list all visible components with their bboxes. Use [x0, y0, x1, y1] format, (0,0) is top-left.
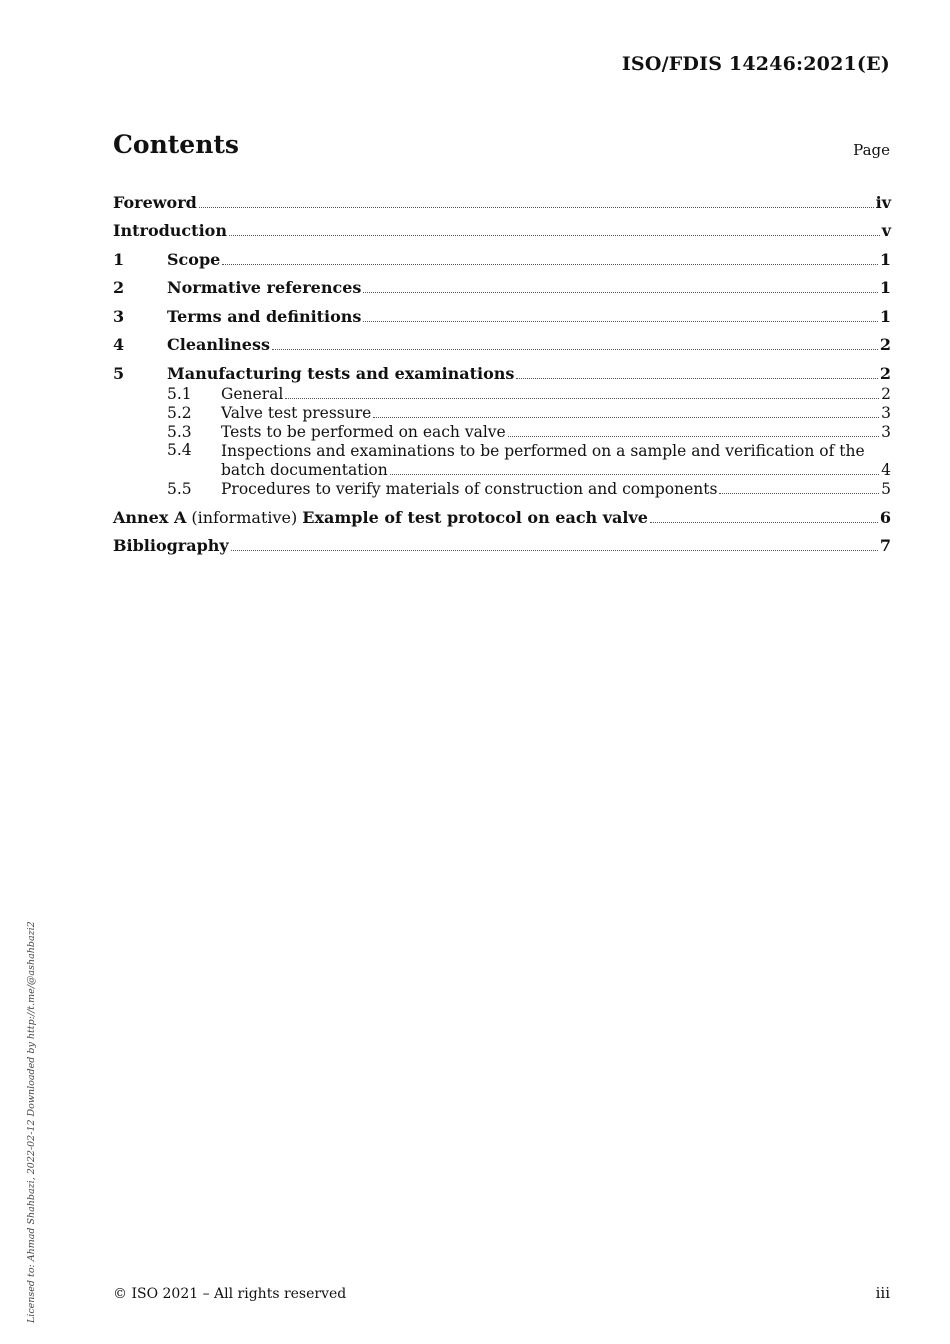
dot-leader — [363, 321, 877, 322]
dot-leader — [272, 349, 878, 350]
toc-title: Bibliography — [113, 536, 229, 556]
toc-page: v — [881, 221, 891, 240]
license-watermark: Licensed to: Ahmad Shahbazi, 2022-02-12 Downloaded by http://t.me/@ashahbazi2 — [26, 921, 37, 1323]
copyright-notice: © ISO 2021 – All rights reserved — [113, 1286, 347, 1302]
toc-entry-introduction[interactable] — [113, 212, 891, 241]
toc-page: 6 — [879, 507, 891, 527]
toc-page: 2 — [881, 384, 891, 403]
toc-number: 5.3 — [167, 422, 192, 441]
dot-leader — [199, 207, 874, 208]
toc-title: Introduction — [113, 221, 227, 240]
toc-entry-annex-a[interactable] — [113, 498, 891, 527]
dot-leader — [650, 522, 878, 523]
toc-title: Scope — [167, 249, 221, 269]
dot-leader — [229, 235, 880, 236]
dot-leader — [231, 550, 878, 551]
page-column-label: Page — [853, 141, 890, 159]
dot-leader — [516, 378, 877, 379]
toc-title: Example of test protocol on each valve — [302, 507, 648, 527]
toc-page: iv — [875, 192, 891, 212]
dot-leader — [285, 398, 879, 399]
toc-number: 5.2 — [167, 403, 192, 422]
toc-title: Terms and definitions — [167, 306, 362, 326]
toc-page: 3 — [881, 403, 891, 422]
dot-leader — [508, 436, 879, 437]
toc-title: General — [221, 384, 284, 403]
toc-page: 1 — [879, 278, 891, 297]
toc-title: Tests to be performed on each valve — [221, 422, 506, 441]
toc-entry-subclause-5-4[interactable] — [113, 441, 891, 479]
toc-number: 3 — [113, 306, 125, 326]
toc-title: Procedures to verify materials of construction and components — [221, 480, 718, 499]
toc-entry-bibliography[interactable] — [113, 527, 891, 556]
toc-number: 5.4 — [167, 440, 192, 459]
toc-entry-foreword[interactable] — [113, 183, 891, 212]
toc-page: 2 — [879, 335, 891, 354]
toc-entry-clause-1[interactable] — [113, 240, 891, 269]
toc-page: 3 — [881, 422, 891, 441]
toc-title: Foreword — [113, 192, 197, 212]
toc-number: 4 — [113, 335, 125, 354]
toc-entry-subclause-5-1[interactable] — [113, 383, 891, 403]
toc-title: Cleanliness — [167, 335, 270, 354]
toc-number: 5 — [113, 363, 125, 383]
toc-title: Manufacturing tests and examinations — [167, 363, 515, 383]
toc-entry-clause-4[interactable] — [113, 326, 891, 355]
toc-page: 7 — [879, 536, 891, 556]
table-of-contents — [113, 183, 891, 555]
dot-leader — [390, 474, 879, 475]
page-number: iii — [875, 1284, 890, 1302]
dot-leader — [373, 417, 879, 418]
toc-entry-subclause-5-3[interactable] — [113, 422, 891, 441]
toc-page: 1 — [879, 306, 891, 326]
toc-page: 4 — [881, 461, 891, 480]
annex-label: Annex A — [113, 507, 187, 527]
dot-leader — [363, 292, 877, 293]
dot-leader — [222, 264, 878, 265]
toc-entry-subclause-5-2[interactable] — [113, 403, 891, 422]
toc-page: 5 — [881, 480, 891, 499]
toc-page: 2 — [879, 363, 891, 383]
toc-title: Valve test pressure — [221, 403, 372, 422]
toc-entry-clause-2[interactable] — [113, 269, 891, 298]
toc-title: Normative references — [167, 278, 362, 297]
toc-entry-subclause-5-5[interactable] — [113, 479, 891, 498]
toc-entry-clause-5[interactable] — [113, 354, 891, 383]
dot-leader — [719, 493, 879, 494]
toc-number: 5.1 — [167, 384, 192, 403]
toc-title-line2: batch documentation — [221, 461, 388, 480]
annex-type: (informative) — [191, 507, 298, 527]
toc-number: 2 — [113, 278, 125, 297]
toc-entry-clause-3[interactable] — [113, 297, 891, 326]
toc-title-line1: Inspections and examinations to be performed on a sample and verification of the — [221, 442, 865, 461]
toc-page: 1 — [879, 249, 891, 269]
toc-number: 5.5 — [167, 480, 192, 499]
document-id: ISO/FDIS 14246:2021(E) — [621, 53, 890, 75]
contents-title: Contents — [113, 130, 240, 159]
toc-number: 1 — [113, 249, 125, 269]
